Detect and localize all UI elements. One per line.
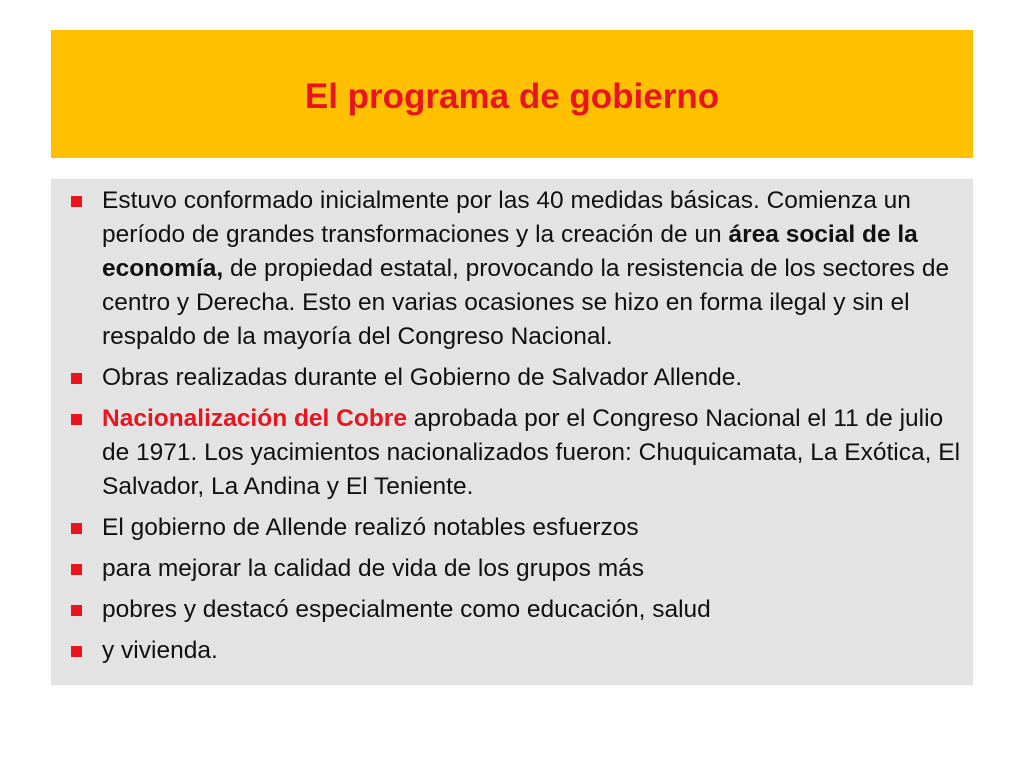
bullet-text: de propiedad estatal, provocando la resistencia de los sectores de centro y Derecha. Esto en varias ocasiones se hizo en forma ilegal y sin el respaldo de la mayoría del Congreso Nacional. [102, 255, 950, 350]
square-bullet-icon [71, 414, 82, 425]
square-bullet-icon [71, 523, 82, 534]
bullet-text: Obras realizadas durante el Gobierno de Salvador Allende. [102, 364, 743, 391]
square-bullet-icon [71, 196, 82, 207]
bullet-text: pobres y destacó especialmente como educación, salud [102, 596, 711, 623]
bullet-text: aprobada por el Congreso Nacional el 11 de julio de 1971. Los yacimientos nacionalizados fueron: Chuquicamata, La Exótica, El Salvador, La Andina y El Teniente. [102, 405, 961, 500]
list-item [51, 634, 973, 668]
bullet-highlight-text: Nacionalización del Cobre [102, 405, 407, 432]
list-item [51, 361, 973, 395]
slide-title: El programa de gobierno [304, 77, 720, 116]
list-item [51, 593, 973, 627]
list-item [51, 511, 973, 545]
bullet-text: El gobierno de Allende realizó notables esfuerzos [102, 514, 639, 541]
list-item [51, 552, 973, 586]
square-bullet-icon [71, 646, 82, 657]
bullet-text: para mejorar la calidad de vida de los grupos más [102, 555, 645, 582]
title-band [51, 30, 973, 158]
list-item [51, 184, 973, 354]
square-bullet-icon [71, 373, 82, 384]
bullet-text: Estuvo conformado inicialmente por las 40 medidas básicas. Comienza un período de grandes transformaciones y la creación de un [102, 187, 911, 248]
bullet-list [51, 184, 973, 675]
bullet-bold-text: área social de la economía, [102, 221, 918, 282]
square-bullet-icon [71, 605, 82, 616]
square-bullet-icon [71, 564, 82, 575]
list-item [51, 402, 973, 504]
bullet-text: y vivienda. [102, 637, 218, 664]
